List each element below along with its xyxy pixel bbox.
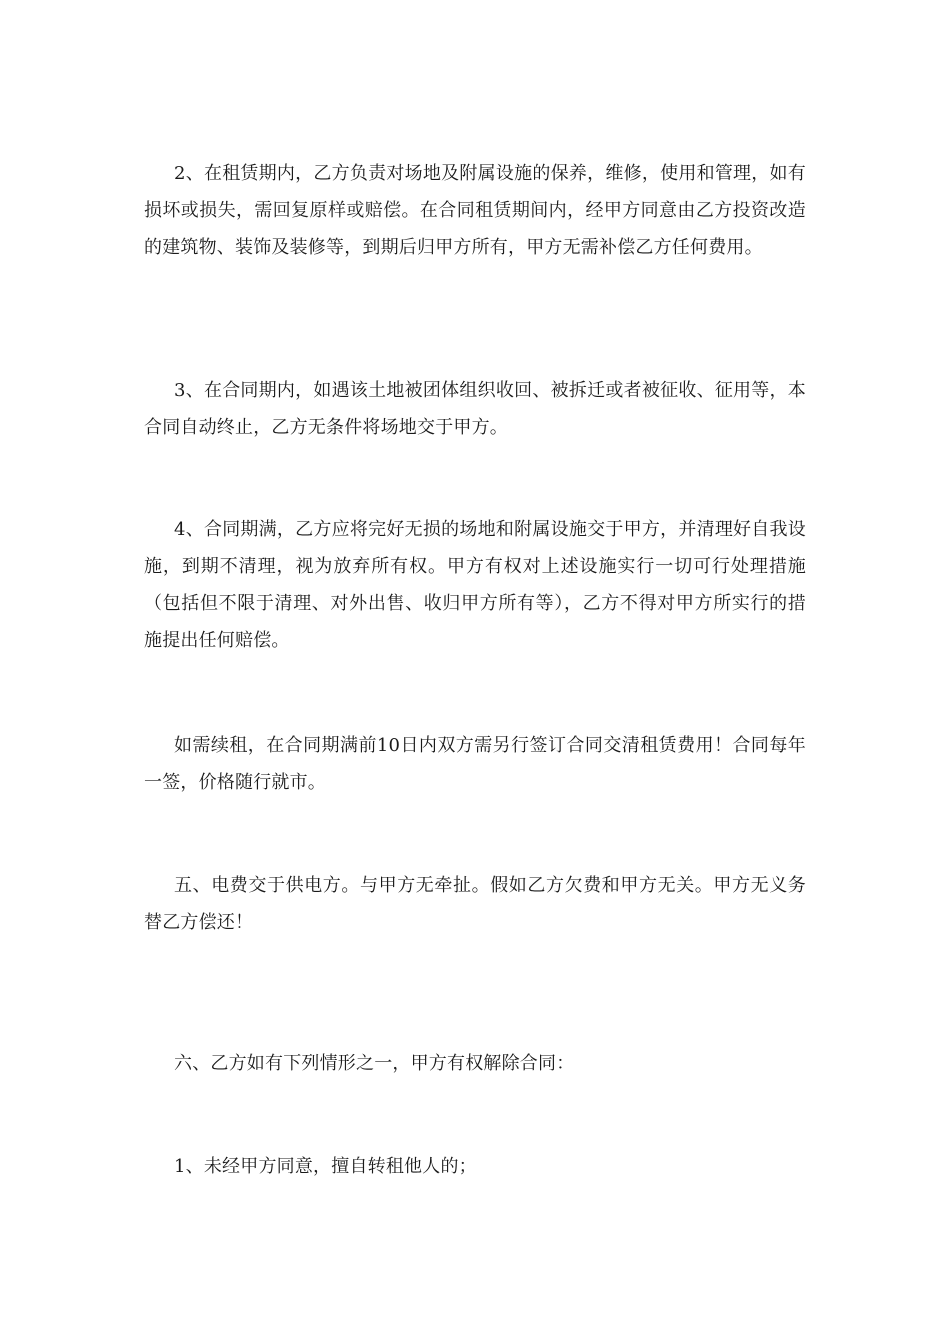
section-5-electricity: 五、电费交于供电方。与甲方无牵扯。假如乙方欠费和甲方无关。甲方无义务替乙方偿还！ [144, 875, 806, 933]
clause-4-expiry: 4、合同期满，乙方应将完好无损的场地和附属设施交于甲方，并清理好自我设施，到期不清理，视为放弃所有权。甲方有权对上述设施实行一切可行处理措施（包括但不限于清理、对外出售、收归甲方所有等），乙方不得对甲方所实行的措施提出任何赔偿。 [144, 519, 806, 651]
section-6-item-1: 1、未经甲方同意，擅自转租他人的； [174, 1156, 477, 1177]
section-6-heading: 六、乙方如有下列情形之一，甲方有权解除合同： [174, 1053, 575, 1074]
renewal-note: 如需续租，在合同期满前10日内双方需另行签订合同交清租赁费用！合同每年一签，价格随行就市。 [144, 735, 806, 793]
clause-2-maintenance: 2、在租赁期内，乙方负责对场地及附属设施的保养，维修，使用和管理，如有损坏或损失，需回复原样或赔偿。在合同租赁期间内，经甲方同意由乙方投资改造的建筑物、装饰及装修等，到期后归甲方所有，甲方无需补偿乙方任何费用。 [144, 163, 806, 258]
clause-3-termination: 3、在合同期内，如遇该土地被团体组织收回、被拆迁或者被征收、征用等，本合同自动终止，乙方无条件将场地交于甲方。 [144, 380, 806, 438]
